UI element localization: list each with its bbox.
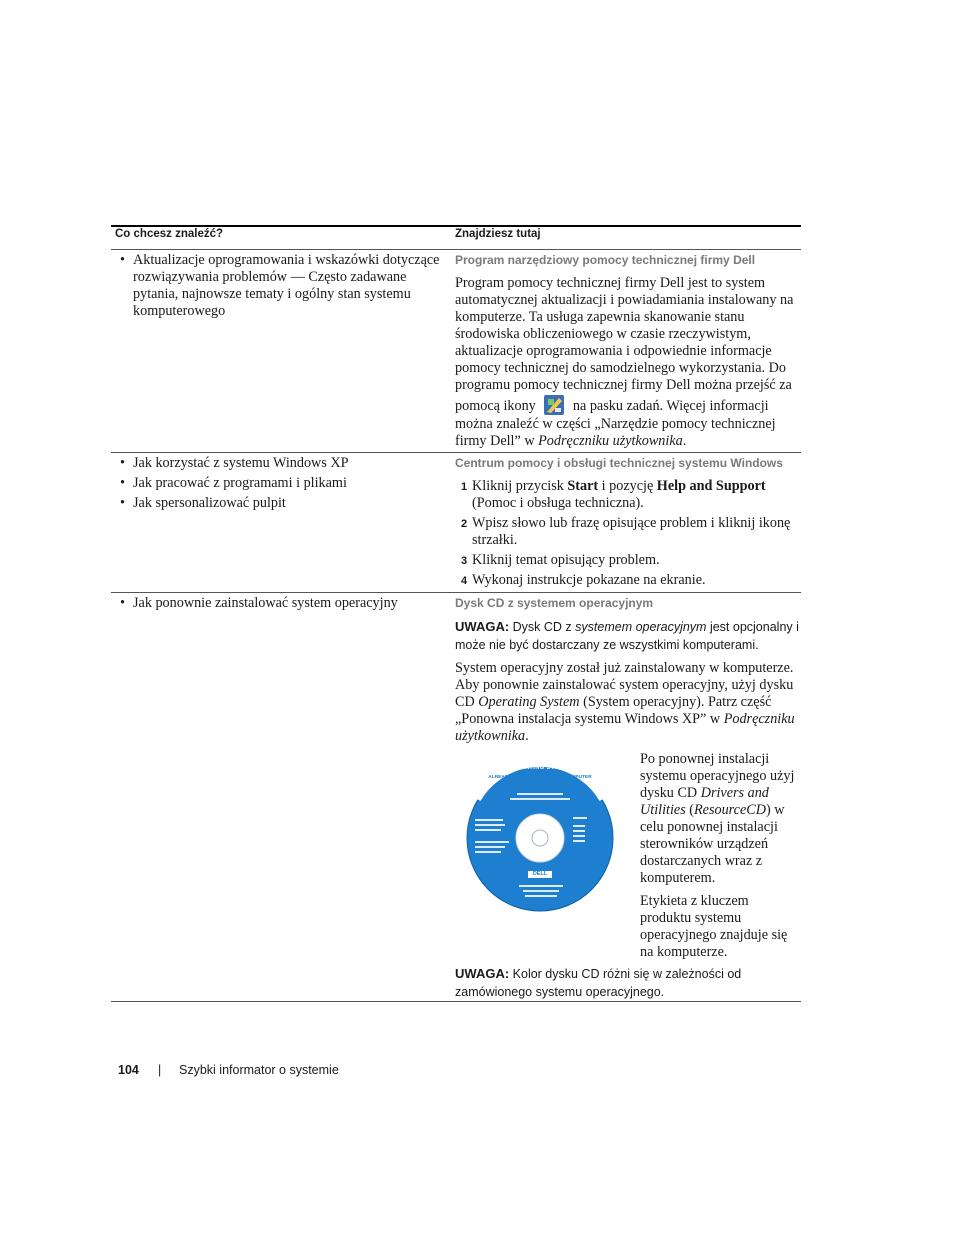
page-number: 104 [118,1063,139,1077]
dell-support-description [455,275,800,450]
step-1 [455,478,800,512]
dell-support-icon [543,394,565,416]
period: . [525,728,529,744]
reinstall-paragraph [455,660,800,745]
step-text: Kliknij przycisk [472,478,568,494]
note-label: UWAGA: [455,619,510,634]
table-top-rule [111,225,801,227]
note-italic: systemem operacyjnym [575,620,707,634]
row1-bottom-rule [111,452,801,453]
paragraph-text: Po ponownej instalacji systemu operacyjnego użyj dysku CD [640,751,795,801]
cd-name-alt: ResourceCD [694,802,766,818]
row2-right [455,455,800,592]
list-item: • Aktualizacje oprogramowania i wskazówki dotyczące rozwiązywania problemów — Często zadawane pytania, najnowsze tematy i ogólny stan systemu komputerowego [113,252,453,320]
row2-bottom-rule [111,592,801,593]
cd-and-sidebar [455,751,800,961]
note-optional-cd [455,618,800,654]
step-text: Wpisz słowo lub frazę opisujące problem i kliknij ikonę strzałki. [472,515,791,548]
start-label: Start [567,478,599,494]
product-key-paragraph: Etykieta z kluczem produktu systemu operacyjnego znajduje się na komputerze. [640,893,788,960]
step-number: 2 [461,518,468,530]
step-number: 4 [461,575,468,587]
row3-left [113,595,453,615]
note-text: Kolor dysku CD różni się w zależności od zamówionego systemu operacyjnego. [455,967,742,999]
footer-section-title: Szybki informator o systemie [179,1063,339,1077]
step-2 [455,515,800,549]
step-number: 1 [461,481,468,493]
note-text: Dysk CD z [512,620,572,634]
list-item: • Jak korzystać z systemu Windows XP [113,455,453,472]
column-header-what: Co chcesz znaleźć? [115,228,224,240]
help-support-label: Help and Support [656,478,766,494]
step-4 [455,572,800,589]
step-number: 3 [461,555,468,567]
cd-sidebar-text [640,751,800,961]
section-title-dell-support: Program narzędziowy pomocy technicznej firmy Dell [455,253,756,267]
dell-logo: DELL [532,871,548,877]
cd-name: Operating System [478,694,580,710]
note-label: UWAGA: [455,966,510,981]
table-bottom-rule [111,1001,801,1002]
list-item: • Jak spersonalizować pulpit [113,495,453,512]
list-item: • Jak pracować z programami i plikami [113,475,453,492]
paragraph-text: w celu ponownej instalacji sterowników urządzeń dostarczanych wraz z komputerem. [640,802,785,886]
description-text: na pasku zadań. Więcej informacji można znaleźć w części „Narzędzie pomocy technicznej firmy Dell” w [455,398,776,449]
section-title-help-center: Centrum pomocy i obsługi technicznej systemu Windows [455,456,783,470]
step-text: i pozycję [598,478,657,494]
paragraph-text: (System operacyjny). Patrz część „Ponowna instalacja systemu Windows XP” w [455,694,772,727]
step-text: Wykonaj instrukcje pokazane na ekranie. [472,572,706,588]
list-item: • Jak ponownie zainstalować system operacyjny [113,595,453,612]
section-title-os-cd: Dysk CD z systemem operacyjnym [455,596,654,610]
os-cd-image [455,751,630,946]
cd-name: Drivers and Utilities [640,785,769,818]
row3-right [455,595,800,1001]
column-header-where: Znajdziesz tutaj [455,228,541,240]
step-text: (Pomoc i obsługa techniczna). [472,495,644,511]
period: . [682,433,687,449]
user-guide-reference: Podręczniku użytkownika [455,711,795,744]
step-3 [455,552,800,569]
note-cd-color [455,965,800,1001]
header-bottom-rule [111,249,801,250]
drivers-cd-paragraph: Po ponownej instalacji systemu operacyjnego użyj dysku CD Drivers and Utilities (ResourceCD) w celu ponownej instalacji sterowników urządzeń dostarczanych wraz z komputerem. [640,751,795,886]
note-text: jest opcjonalny i może nie być dostarczany ze wszystkimi komputerami. [455,620,799,652]
footer-separator: | [158,1063,162,1077]
row1-right [455,252,800,450]
cd-band-label: ALREADY INSTALLED ON YOUR COMPUTER [488,775,592,780]
step-text: Kliknij temat opisujący problem. [472,552,660,568]
paragraph-text: System operacyjny został już zainstalowany w komputerze. Aby ponownie zainstalować system operacyjny, użyj dysku CD [455,660,794,710]
cd-top-label: OPERATING SYSTEM [507,765,573,771]
user-guide-reference: Podręczniku użytkownika [538,433,683,449]
description-text: Program pomocy technicznej firmy Dell jest to system automatycznej aktualizacji i powiadamiania instalowany na komputerze. Ta usługa zapewnia skanowanie stanu środowiska obliczeniowego w czasie rzeczywistym, aktualizacje oprogramowania i odpowiednie informacje pomocy technicznej do samodzielnego wykorzystania. Do programu pomocy technicznej firmy Dell można przejść za pomocą ikony [455,275,794,414]
row2-left [113,455,453,515]
row1-left [113,252,453,323]
